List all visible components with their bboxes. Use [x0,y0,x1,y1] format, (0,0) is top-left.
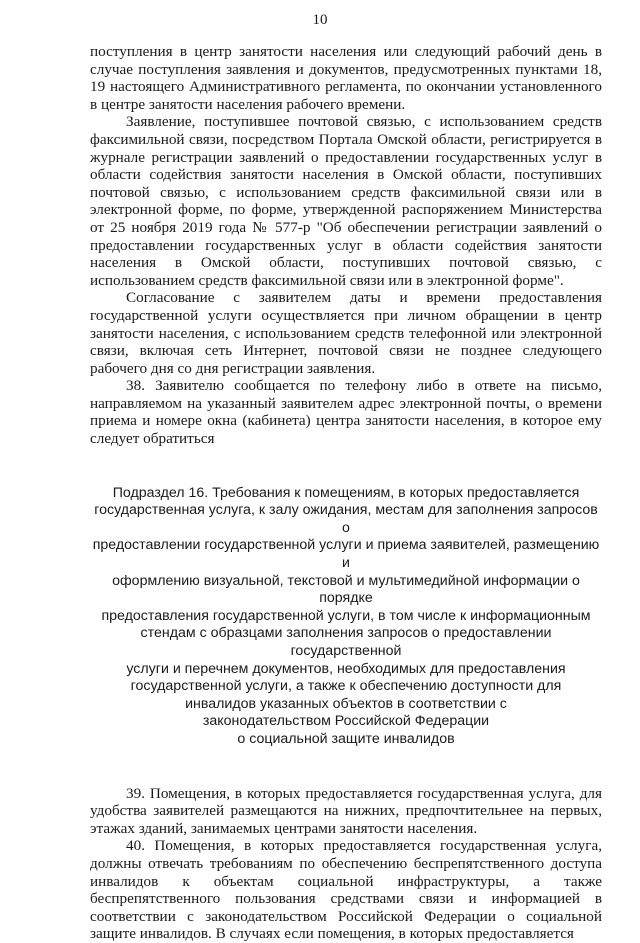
page-number: 10 [312,12,328,28]
paragraph-continuation: поступления в центр занятости населения или следующий рабочий день в случае поступления заявления и документов, предусмотренных пунктами 18, 19 настоящего Административного регламента, по окончании установленного в центре занятости населения рабочего времени. [90,43,602,113]
heading-line: инвалидов указанных объектов в соответствии с [185,695,507,712]
paragraph-item-40: 40. Помещения, в которых предоставляется государственная услуга, должны отвечать требованиям по обеспечению беспрепятственного доступа инвалидов к объектам социальной инфраструктуры, а также беспрепятственного пользования средствами связи и информацией в соответствии с законодательством Российской Федерации о социальной защите инвалидов. В случаях если помещения, в которых предоставляется [90,837,602,943]
document-body [90,43,602,943]
heading-line: государственной услуги, а также к обеспечению доступности для [130,678,562,695]
paragraph-registration: Заявление, поступившее почтовой связью, с использованием средств факсимильной связи, посредством Портала Омской области, регистрируется в журнале регистрации заявлений о предоставлении государственных услуг в области содействия занятости населения в Омской области, поступивших почтовой связью, с использованием средств факсимильной связи или в электронной форме, по форме, утвержденной распоряжением Министерства от 25 ноября 2019 года № 577-р "Об обеспечении регистрации заявлений о предоставлении государственных услуг в области содействия занятости населения в Омской области, поступивших почтовой связью, с использованием средств факсимильной связи или в электронной форме". [90,113,602,289]
paragraph-item-38: 38. Заявителю сообщается по телефону либо в ответе на письмо, направляемом на указанный заявителем адрес электронной почты, о времени приема и номере окна (кабинета) центра занятости населения, в которое ему следует обратиться [90,377,602,448]
heading-line: стендам с образцами заполнения запросов о предоставлении государственной [140,625,552,659]
heading-line: услуги и перечнем документов, необходимых для предоставления [126,660,566,677]
heading-line: Подраздел 16. Требования к помещениям, в которых предоставляется [112,484,580,501]
paragraph-item-39: 39. Помещения, в которых предоставляется государственная услуга, для удобства заявителей размещаются на нижних, предпочтительнее на первых, этажах зданий, занимаемых центрами занятости населения. [90,784,602,837]
heading-line: оформлению визуальной, текстовой и мультимедийной информации о порядке [112,572,580,607]
heading-line: предоставления государственной услуги, в том числе к информационным [101,607,591,624]
heading-line: о социальной защите инвалидов [237,730,455,747]
heading-line: законодательством Российской Федерации [202,713,490,730]
heading-line: государственная услуга, к залу ожидания, местам для заполнения запросов о [94,502,598,536]
section-heading-16 [90,485,602,749]
paragraph-agreement: Согласование с заявителем даты и времени предоставления государственной услуги осуществляется при личном обращении в центр занятости населения, с использованием средств телефонной или электронной связи, включая сеть Интернет, почтовой связи не позднее следующего рабочего дня со дня регистрации заявления. [90,289,602,377]
heading-line: предоставлении государственной услуги и приема заявителей, размещению и [92,537,600,572]
